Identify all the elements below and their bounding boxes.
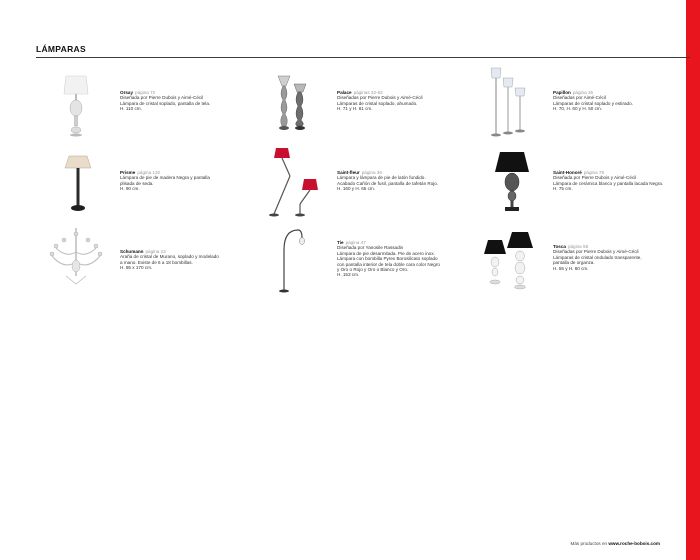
product-line: H. 90 cm. xyxy=(120,186,140,192)
product-line: H. 71 y H. 81 cm. xyxy=(337,106,373,112)
product-page: página 47 xyxy=(345,240,366,245)
product-line: Lámparas de cristal soplado, ahumado. xyxy=(337,100,418,106)
product-line: Diseñadas por Aimé-Cécil xyxy=(553,95,606,101)
footer-url[interactable]: www.roche-bobois.com xyxy=(608,541,660,546)
product-tosca xyxy=(553,244,671,271)
product-line: Lámpara con bombilla Pyrex Borosilicato soplado xyxy=(337,256,438,262)
accent-sidebar xyxy=(686,0,700,560)
prisme-lamp-image xyxy=(64,154,92,217)
product-tie xyxy=(337,240,455,278)
product-saint-honore xyxy=(553,170,671,192)
product-line: Lámpara de pie desarmitada. Pie de acero inox. xyxy=(337,250,435,256)
product-line: con pantalla interior de tela doble cara color Negro xyxy=(337,261,440,267)
product-line: H. 160 y H. 65 cm. xyxy=(337,186,376,192)
product-line: Diseñada por Pierre Dubois y Aimé-Cécil xyxy=(120,95,204,101)
tie-lamp-image xyxy=(278,224,306,299)
product-name: Tie xyxy=(337,240,344,245)
product-name: Schumann xyxy=(120,249,144,254)
product-line: y Oro o Rojo y Oro o Blanco y Oro. xyxy=(337,267,409,273)
product-page: páginas 32-63 xyxy=(353,90,383,95)
saint-fleur-lamp-image xyxy=(266,146,322,223)
product-line: Diseñadas por Pierre Dubois y Aimé-Cécil xyxy=(337,95,423,101)
product-line: Lámpara de pie de madera Negra y pantalla xyxy=(120,175,210,181)
product-name: Saint-fleur xyxy=(337,170,360,175)
footer-prefix: Más productos en xyxy=(570,541,608,546)
product-line: H. 110 cm. xyxy=(120,106,142,112)
product-saint-fleur xyxy=(337,170,455,192)
product-line: Diseñadas por Pierre Dubois y Aimé-Cécil xyxy=(553,249,639,255)
product-page: página 79 xyxy=(583,170,605,175)
product-line: pantalla de organza. xyxy=(553,260,595,266)
product-page: página 132 xyxy=(137,170,161,175)
section-title: LÁMPARAS xyxy=(36,44,86,54)
product-page: página 26 xyxy=(572,90,594,95)
product-page: página 72 xyxy=(135,90,156,95)
product-palace xyxy=(337,90,455,112)
product-name: Saint-Honoré xyxy=(553,170,582,175)
product-name: Papillon xyxy=(553,90,571,95)
product-page: página 58 xyxy=(567,244,589,249)
product-line: Lámpara de cerámica blanco y pantalla lacada Negra. xyxy=(553,180,664,186)
product-line: H. 55 y H. 60 cm. xyxy=(553,265,589,271)
product-name: Palace xyxy=(337,90,352,95)
product-line: Lámparas de cristal ondulado transparente, xyxy=(553,254,642,260)
product-orsay xyxy=(120,90,238,112)
product-name: Tosca xyxy=(553,244,566,249)
product-page: página 23 xyxy=(145,249,166,254)
product-line: H. 70, H. 60 y H. 50 cm. xyxy=(553,106,603,112)
product-line: Lámpara y lámpara de pie de latón fundido. xyxy=(337,175,426,181)
product-name: Prisme xyxy=(120,170,136,175)
tosca-lamp-image xyxy=(482,230,536,297)
papillon-lamp-image xyxy=(488,66,530,143)
product-page: página 36 xyxy=(361,170,382,175)
product-line: Diseñada por Yanosile Rassadin xyxy=(337,245,404,251)
product-prisme xyxy=(120,170,238,192)
product-line: H. 75 cm. xyxy=(553,186,573,192)
orsay-lamp-image xyxy=(58,74,94,143)
product-line: Lámparas de cristal soplado y estirado. xyxy=(553,100,633,106)
product-papillon xyxy=(553,90,671,112)
schumann-chandelier-image xyxy=(48,226,104,293)
product-line: Lámpara de cristal soplado, pantalla de tela. xyxy=(120,100,211,106)
product-line: H. 153 cm. xyxy=(337,272,360,278)
product-name: Orsay xyxy=(120,90,134,95)
product-line: a mano. Existe de 6 a 18 bombillas. xyxy=(120,259,193,265)
title-divider xyxy=(36,57,690,58)
product-line: Diseñada por Pierre Dubois y Aimé-Cécil xyxy=(553,175,637,181)
product-schumann xyxy=(120,249,238,271)
product-line: Acabado Cañón de fusil, pantalla de tafetán Rojo. xyxy=(337,180,439,186)
product-line: H. 95 x 170 cm. xyxy=(120,265,153,271)
saint-honore-lamp-image xyxy=(494,150,530,219)
footer-note xyxy=(571,541,660,546)
product-line: plisada de seda. xyxy=(120,180,154,186)
product-line: Araña de cristal de Murano, soplado y modelado xyxy=(120,254,219,260)
palace-lamp-image xyxy=(276,74,310,137)
